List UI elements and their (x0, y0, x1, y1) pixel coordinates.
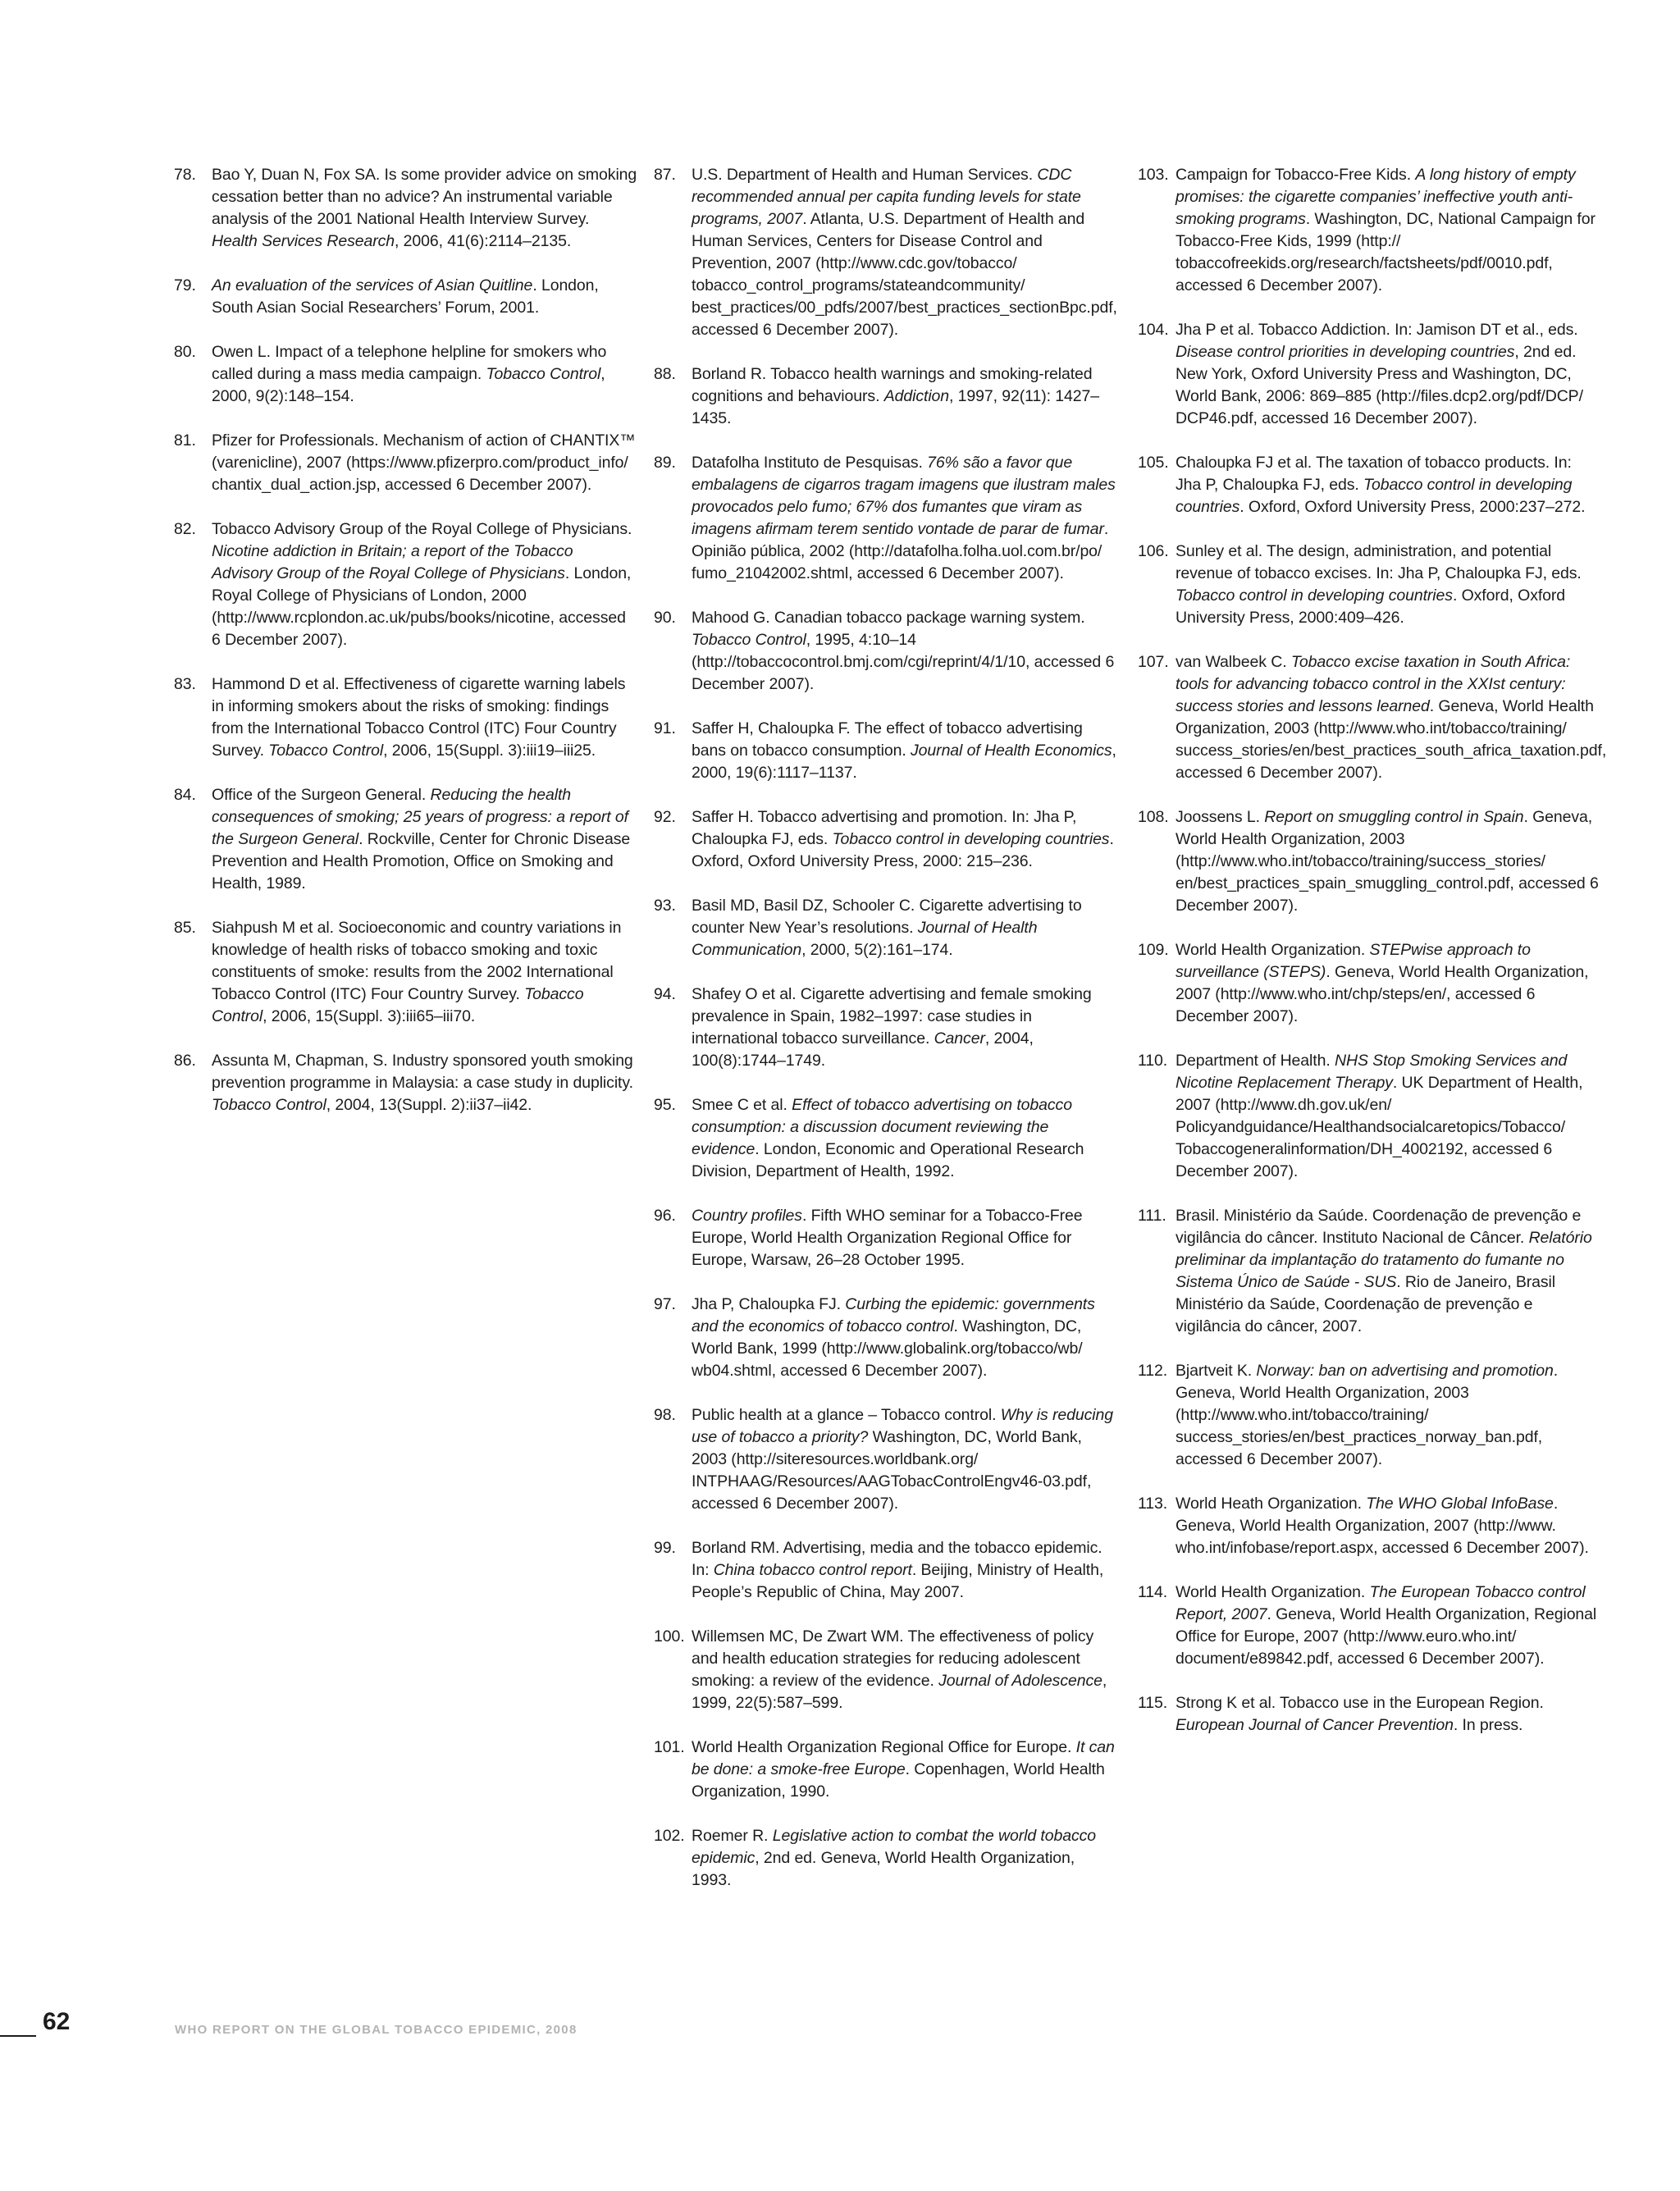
reference-text (692, 1537, 1117, 1604)
reference-text-segment: World Health Organization. (1176, 1583, 1370, 1601)
reference-item (654, 806, 1117, 873)
reference-text-segment: . Fifth WHO seminar for a Tobacco-Free Europe, World Health Organization Regional Office for Europe, Warsaw, 26–28 October 1995. (692, 1207, 1083, 1269)
reference-text-segment: , 2nd ed. Geneva, World Health Organization, 1993. (692, 1849, 1075, 1889)
reference-text-segment: Borland RM. Advertising, media and the tobacco epidemic. In: (692, 1539, 1102, 1579)
reference-item (174, 917, 637, 1028)
reference-title-italic: An evaluation of the services of Asian Quitline (212, 276, 533, 294)
reference-number: 104. (1138, 321, 1169, 339)
reference-title-italic: Tobacco Control (692, 631, 806, 649)
reference-item (174, 164, 637, 253)
reference-text (692, 1094, 1117, 1183)
reference-text-segment: , 2006, 15(Suppl. 3):iii65–iii70. (262, 1007, 476, 1025)
reference-item (1138, 541, 1601, 629)
reference-text-segment: Borland R. Tobacco health warnings and smoking-related cognitions and behaviours. (692, 365, 1093, 405)
reference-text-segment: . Geneva, World Health Organization, Regional Office for Europe, 2007 (http://www.euro.who.int/ document/e89842.pdf, accessed 6 December 2007). (1176, 1605, 1597, 1668)
reference-number: 95. (654, 1096, 676, 1114)
reference-title-italic: It can be done: a smoke-free Europe (692, 1738, 1115, 1778)
reference-text-segment: . Oxford, Oxford University Press, 2000:237–272. (1239, 498, 1586, 516)
reference-text (692, 1737, 1117, 1803)
reference-item (174, 275, 637, 319)
reference-text-segment: , 2000, 9(2):148–154. (212, 365, 605, 405)
reference-text (212, 341, 637, 408)
reference-item (174, 1050, 637, 1116)
reference-title-italic: Tobacco Control (212, 1096, 326, 1114)
reference-text (1176, 939, 1601, 1028)
reference-title-italic: Tobacco Control (212, 985, 584, 1025)
reference-number: 101. (654, 1738, 685, 1756)
running-title: WHO REPORT ON THE GLOBAL TOBACCO EPIDEMIC, 2008 (175, 2023, 578, 2037)
reference-item (654, 984, 1117, 1072)
reference-item (654, 718, 1117, 784)
reference-text (212, 1050, 637, 1116)
reference-text-segment: van Walbeek C. (1176, 653, 1291, 671)
reference-text-segment: , 1999, 22(5):587–599. (692, 1672, 1107, 1712)
reference-text-segment: , 2nd ed. New York, Oxford University Press and Washington, DC, World Bank, 2006: 869–885 (http://files.dcp2.org/pdf/DCP/ DCP46.pdf, accessed 16 December 2007). (1176, 343, 1583, 427)
reference-number: 103. (1138, 166, 1169, 184)
reference-number: 108. (1138, 808, 1169, 826)
reference-text (692, 363, 1117, 430)
reference-text-segment: . Geneva, World Health Organization, 2003 (http://www.who.int/tobacco/training/ success_stories/en/best_practices_south_africa_taxation.pdf, accessed 6 December 2007). (1176, 697, 1607, 782)
reference-item (654, 1537, 1117, 1604)
reference-title-italic: Tobacco control in developing countries (832, 830, 1110, 848)
reference-text (1176, 651, 1606, 784)
reference-text (692, 895, 1117, 961)
reference-title-italic: Legislative action to combat the world tobacco epidemic (692, 1827, 1096, 1867)
reference-title-italic: 76% são a favor que embalagens de cigarros tragam imagens que ilustram males provocados pelo fumo; 67% dos fumantes que viram as imagens afirmam terem sentido vontade de parar de fumar (692, 454, 1116, 538)
reference-text-segment: Willemsen MC, De Zwart WM. The effectiveness of policy and health education strategies for reducing adolescent smoking: a review of the evidence. (692, 1627, 1094, 1690)
reference-number: 114. (1138, 1583, 1168, 1601)
reference-text (212, 275, 637, 319)
reference-text-segment: , 2006, 15(Suppl. 3):iii19–iii25. (383, 742, 596, 760)
reference-number: 112. (1138, 1362, 1168, 1380)
reference-number: 96. (654, 1207, 676, 1225)
reference-number: 80. (174, 343, 196, 361)
reference-text (212, 518, 637, 651)
reference-text (212, 430, 637, 496)
reference-text-segment: Datafolha Instituto de Pesquisas. (692, 454, 928, 472)
reference-text-segment: Saffer H. Tobacco advertising and promotion. In: Jha P, Chaloupka FJ, eds. (692, 808, 1077, 848)
footer-rule (0, 2035, 36, 2037)
reference-item (174, 341, 637, 408)
reference-text (692, 1294, 1117, 1382)
reference-text (212, 164, 637, 253)
reference-text-segment: . Beijing, Ministry of Health, People’s Republic of China, May 2007. (692, 1561, 1104, 1601)
page-number: 62 (43, 2008, 71, 2035)
reference-title-italic: CDC recommended annual per capita funding levels for state programs, 2007 (692, 166, 1081, 228)
reference-number: 90. (654, 609, 676, 627)
reference-title-italic: Tobacco control in developing countries (1176, 587, 1453, 605)
reference-column-middle (654, 164, 1117, 1914)
reference-number: 92. (654, 808, 676, 826)
reference-item (1138, 651, 1607, 784)
reference-text-segment: Joossens L. (1176, 808, 1265, 826)
reference-item (654, 363, 1117, 430)
reference-item (1138, 1493, 1601, 1559)
reference-text-segment: . Atlanta, U.S. Department of Health and Human Services, Centers for Disease Control and Prevention, 2007 (http://www.cdc.gov/tobacco/ tobacco_control_programs/stateandcommunity/ best_practices/00_pdfs/2007/best_practices_sectionBpc.pdf, accessed 6 December 2007). (692, 210, 1117, 339)
reference-text-segment: Brasil. Ministério da Saúde. Coordenação de prevenção e vigilância do câncer. Instituto Nacional de Câncer. (1176, 1207, 1582, 1247)
reference-text-segment: . Washington, DC, World Bank, 1999 (http://www.globalink.org/tobacco/wb/ wb04.shtml, accessed 6 December 2007). (692, 1317, 1083, 1380)
reference-title-italic: China tobacco control report (713, 1561, 912, 1579)
reference-number: 113. (1138, 1495, 1168, 1513)
reference-title-italic: The WHO Global InfoBase (1366, 1495, 1554, 1513)
reference-text-segment: Shafey O et al. Cigarette advertising and female smoking prevalence in Spain, 1982–1997: case studies in international tobacco surveillance. (692, 985, 1092, 1048)
reference-item (654, 1737, 1117, 1803)
reference-text-segment: . London, Economic and Operational Research Division, Department of Health, 1992. (692, 1140, 1084, 1180)
reference-title-italic: Health Services Research (212, 232, 395, 250)
reference-item (1138, 164, 1601, 297)
reference-text-segment: Bjartveit K. (1176, 1362, 1257, 1380)
reference-text-segment: Chaloupka FJ et al. The taxation of tobacco products. In: Jha P, Chaloupka FJ, eds. (1176, 454, 1572, 494)
reference-number: 85. (174, 919, 196, 937)
reference-item (1138, 1582, 1601, 1670)
reference-text-segment: Bao Y, Duan N, Fox SA. Is some provider advice on smoking cessation better than no advice? An instrumental variable analysis of the 2001 National Health Interview Survey. (212, 166, 637, 228)
reference-item (654, 1404, 1117, 1515)
reference-text-segment: Pfizer for Professionals. Mechanism of action of CHANTIX™ (varenicline), 2007 (https://www.pfizerpro.com/product_info/ chantix_dual_action.jsp, accessed 6 December 2007). (212, 431, 636, 494)
reference-text (692, 1825, 1117, 1892)
reference-text-segment: Sunley et al. The design, administration, and potential revenue of tobacco excises. In: Jha P, Chaloupka FJ, eds. (1176, 542, 1582, 582)
reference-title-italic: Tobacco excise taxation in South Africa: tools for advancing tobacco control in the XXIst century: success stories and lessons learned (1176, 653, 1571, 715)
reference-number: 87. (654, 166, 676, 184)
reference-item (654, 607, 1117, 696)
reference-text-segment: . Geneva, World Health Organization, 2007 (http://www.who.int/chp/steps/en/, accessed 6 December 2007). (1176, 963, 1589, 1025)
reference-title-italic: Journal of Health Communication (692, 919, 1038, 959)
reference-title-italic: Country profiles (692, 1207, 802, 1225)
reference-text-segment: Jha P, Chaloupka FJ. (692, 1295, 846, 1313)
reference-item (174, 430, 637, 496)
reference-text-segment: . Oxford, Oxford University Press, 2000:409–426. (1176, 587, 1566, 627)
reference-number: 115. (1138, 1694, 1168, 1712)
reference-title-italic: Tobacco Control (486, 365, 601, 383)
reference-text-segment: Mahood G. Canadian tobacco package warning system. (692, 609, 1085, 627)
reference-number: 84. (174, 786, 196, 804)
reference-item (654, 1626, 1117, 1714)
reference-item (654, 895, 1117, 961)
reference-text (1176, 164, 1601, 297)
reference-text-segment: Smee C et al. (692, 1096, 792, 1114)
reference-title-italic: Relatório preliminar da implantação do tratamento do fumante no Sistema Único de Saúde - SUS (1176, 1229, 1592, 1291)
reference-text-segment: , 1995, 4:10–14 (http://tobaccocontrol.bmj.com/cgi/reprint/4/1/10, accessed 6 December 2007). (692, 631, 1115, 693)
reference-number: 88. (654, 365, 676, 383)
reference-number: 102. (654, 1827, 685, 1845)
reference-text-segment: Washington, DC, World Bank, 2003 (http://siteresources.worldbank.org/ INTPHAAG/Resources/AAGTobacControlEngv46-03.pdf, accessed 6 December 2007). (692, 1428, 1092, 1513)
reference-text-segment: . In press. (1453, 1716, 1523, 1734)
reference-item (654, 1205, 1117, 1271)
reference-number: 105. (1138, 454, 1169, 472)
reference-title-italic: Norway: ban on advertising and promotion (1256, 1362, 1554, 1380)
reference-text-segment: . UK Department of Health, 2007 (http://www.dh.gov.uk/en/ Policyandguidance/Healthandsocialcaretopics/Tobacco/ Tobaccogeneralinformation/DH_4002192, accessed 6 December 2007). (1176, 1074, 1583, 1180)
reference-title-italic: European Journal of Cancer Prevention (1176, 1716, 1454, 1734)
reference-text-segment: . London, Royal College of Physicians of London, 2000 (http://www.rcplondon.ac.uk/pubs/books/nicotine, accessed 6 December 2007). (212, 564, 632, 649)
reference-text-segment: . London, South Asian Social Researchers’ Forum, 2001. (212, 276, 599, 317)
reference-title-italic: Addiction (883, 387, 950, 405)
reference-text-segment: World Health Organization. (1176, 941, 1370, 959)
reference-number: 83. (174, 675, 196, 693)
reference-item (654, 1094, 1117, 1183)
reference-text-segment: . Washington, DC, National Campaign for Tobacco-Free Kids, 1999 (http:// tobaccofreekids.org/research/factsheets/pdf/0010.pdf, accessed 6 December 2007). (1176, 210, 1596, 294)
reference-number: 107. (1138, 653, 1169, 671)
reference-number: 94. (654, 985, 676, 1003)
reference-text-segment: . Geneva, World Health Organization, 2007 (http://www. who.int/infobase/report.aspx, accessed 6 December 2007). (1176, 1495, 1589, 1557)
reference-text (212, 673, 637, 762)
reference-item (174, 673, 637, 762)
reference-title-italic: Tobacco Control (268, 742, 384, 760)
reference-item (1138, 1692, 1601, 1737)
reference-item (1138, 806, 1601, 917)
reference-title-italic: Why is reducing use of tobacco a priority? (692, 1406, 1113, 1446)
reference-text (692, 984, 1117, 1072)
reference-text-segment: Office of the Surgeon General. (212, 786, 431, 804)
reference-text-segment: World Heath Organization. (1176, 1495, 1367, 1513)
reference-text (692, 1626, 1117, 1714)
reference-text-segment: Assunta M, Chapman, S. Industry sponsored youth smoking prevention programme in Malaysia: a case study in duplicity. (212, 1052, 633, 1092)
reference-text (692, 1205, 1117, 1271)
reference-title-italic: Tobacco control in developing countries (1176, 476, 1573, 516)
reference-item (174, 518, 637, 651)
reference-text-segment: World Health Organization Regional Office for Europe. (692, 1738, 1076, 1756)
reference-title-italic: Cancer (934, 1029, 985, 1048)
reference-number: 78. (174, 166, 196, 184)
reference-text (1176, 1205, 1601, 1338)
reference-title-italic: STEPwise approach to surveillance (STEPS) (1176, 941, 1531, 981)
reference-text-segment: . Opinião pública, 2002 (http://datafolha.folha.uol.com.br/po/ fumo_21042002.shtml, accessed 6 December 2007). (692, 520, 1109, 582)
reference-text (692, 452, 1117, 585)
reference-text (1176, 1582, 1601, 1670)
reference-text-segment: , 2006, 41(6):2114–2135. (395, 232, 572, 250)
reference-text-segment: Basil MD, Basil DZ, Schooler C. Cigarette advertising to counter New Year’s resolutions. (692, 897, 1082, 937)
reference-text (1176, 1360, 1601, 1471)
reference-number: 91. (654, 719, 676, 737)
reference-item (654, 164, 1117, 341)
reference-text-segment: , 1997, 92(11): 1427–1435. (692, 387, 1099, 427)
reference-item (654, 452, 1117, 585)
reference-text (1176, 1692, 1601, 1737)
reference-text-segment: Public health at a glance – Tobacco control. (692, 1406, 1001, 1424)
reference-title-italic: A long history of empty promises: the cigarette companies’ ineffective youth anti-smoking programs (1176, 166, 1576, 228)
reference-text (1176, 319, 1601, 430)
reference-text-segment: . Rio de Janeiro, Brasil Ministério da Saúde, Coordenação de prevenção e vigilância do câncer, 2007. (1176, 1273, 1556, 1335)
reference-title-italic: Disease control priorities in developing countries (1176, 343, 1515, 361)
reference-item (654, 1294, 1117, 1382)
reference-column-left (174, 164, 637, 1139)
reference-text-segment: Department of Health. (1176, 1052, 1335, 1070)
reference-item (1138, 1360, 1601, 1471)
reference-number: 79. (174, 276, 196, 294)
reference-text-segment: U.S. Department of Health and Human Services. (692, 166, 1038, 184)
reference-item (1138, 939, 1601, 1028)
reference-item (1138, 452, 1601, 518)
reference-text-segment: , 2004, 13(Suppl. 2):ii37–ii42. (326, 1096, 532, 1114)
reference-text (212, 917, 637, 1028)
reference-text-segment: Hammond D et al. Effectiveness of cigarette warning labels in informing smokers about the risks of smoking: findings from the International Tobacco Control (ITC) Four Country Survey. (212, 675, 626, 760)
reference-column-right (1138, 164, 1607, 1759)
reference-text (692, 806, 1117, 873)
reference-item (174, 784, 637, 895)
reference-title-italic: Journal of Health Economics (911, 742, 1112, 760)
reference-number: 86. (174, 1052, 196, 1070)
reference-text (1176, 806, 1601, 917)
reference-text (692, 607, 1117, 696)
reference-text (1176, 541, 1601, 629)
reference-title-italic: Report on smuggling control in Spain (1264, 808, 1524, 826)
reference-text-segment: Roemer R. (692, 1827, 773, 1845)
reference-item (1138, 1205, 1601, 1338)
reference-text (1176, 452, 1601, 518)
reference-text-segment: Tobacco Advisory Group of the Royal College of Physicians. (212, 520, 632, 538)
reference-number: 110. (1138, 1052, 1168, 1070)
reference-number: 106. (1138, 542, 1169, 560)
reference-number: 100. (654, 1627, 685, 1646)
reference-text-segment: , 2004, 100(8):1744–1749. (692, 1029, 1034, 1070)
reference-item (1138, 319, 1601, 430)
reference-text-segment: Siahpush M et al. Socioeconomic and country variations in knowledge of health risks of tobacco smoking and toxic constituents of smoke: results from the 2002 International Tobacco Control (ITC) Four Country Survey. (212, 919, 622, 1003)
reference-number: 81. (174, 431, 196, 450)
reference-number: 99. (654, 1539, 676, 1557)
reference-text-segment: Jha P et al. Tobacco Addiction. In: Jamison DT et al., eds. (1176, 321, 1578, 339)
reference-text-segment: Strong K et al. Tobacco use in the European Region. (1176, 1694, 1544, 1712)
reference-text-segment: . Rockville, Center for Chronic Disease Prevention and Health Promotion, Office on Smoking and Health, 1989. (212, 830, 631, 892)
reference-text-segment: , 2000, 19(6):1117–1137. (692, 742, 1116, 782)
reference-text (212, 784, 637, 895)
reference-text-segment: Campaign for Tobacco-Free Kids. (1176, 166, 1416, 184)
reference-number: 98. (654, 1406, 676, 1424)
reference-title-italic: NHS Stop Smoking Services and Nicotine Replacement Therapy (1176, 1052, 1568, 1092)
reference-text-segment: , 2000, 5(2):161–174. (801, 941, 953, 959)
reference-title-italic: Nicotine addiction in Britain; a report of the Tobacco Advisory Group of the Royal College of Physicians (212, 542, 573, 582)
reference-text (692, 1404, 1117, 1515)
reference-text-segment: . Geneva, World Health Organization, 2003 (http://www.who.int/tobacco/training/success_stories/ en/best_practices_spain_smuggling_control.pdf, accessed 6 December 2007). (1176, 808, 1599, 915)
reference-number: 97. (654, 1295, 676, 1313)
reference-title-italic: Effect of tobacco advertising on tobacco consumption: a discussion document reviewing the evidence (692, 1096, 1072, 1158)
reference-title-italic: Curbing the epidemic: governments and the economics of tobacco control (692, 1295, 1095, 1335)
reference-title-italic: Reducing the health consequences of smoking; 25 years of progress: a report of the Surgeon General (212, 786, 628, 848)
reference-text-segment: . Oxford, Oxford University Press, 2000: 215–236. (692, 830, 1114, 870)
reference-text (692, 718, 1117, 784)
reference-title-italic: Journal of Adolescence (938, 1672, 1102, 1690)
reference-text-segment: Owen L. Impact of a telephone helpline for smokers who called during a mass media campaign. (212, 343, 607, 383)
reference-number: 111. (1138, 1207, 1166, 1225)
reference-item (1138, 1050, 1601, 1183)
reference-number: 89. (654, 454, 676, 472)
reference-text-segment: Saffer H, Chaloupka F. The effect of tobacco advertising bans on tobacco consumption. (692, 719, 1083, 760)
reference-title-italic: The European Tobacco control Report, 2007 (1176, 1583, 1586, 1623)
reference-text-segment: . Copenhagen, World Health Organization, 1990. (692, 1760, 1105, 1801)
reference-text-segment: . Geneva, World Health Organization, 2003 (http://www.who.int/tobacco/training/ success_stories/en/best_practices_norway_ban.pdf, accessed 6 December 2007). (1176, 1362, 1559, 1468)
reference-text (1176, 1050, 1601, 1183)
reference-text (692, 164, 1117, 341)
reference-text (1176, 1493, 1601, 1559)
reference-number: 109. (1138, 941, 1169, 959)
reference-number: 93. (654, 897, 676, 915)
reference-item (654, 1825, 1117, 1892)
reference-number: 82. (174, 520, 196, 538)
